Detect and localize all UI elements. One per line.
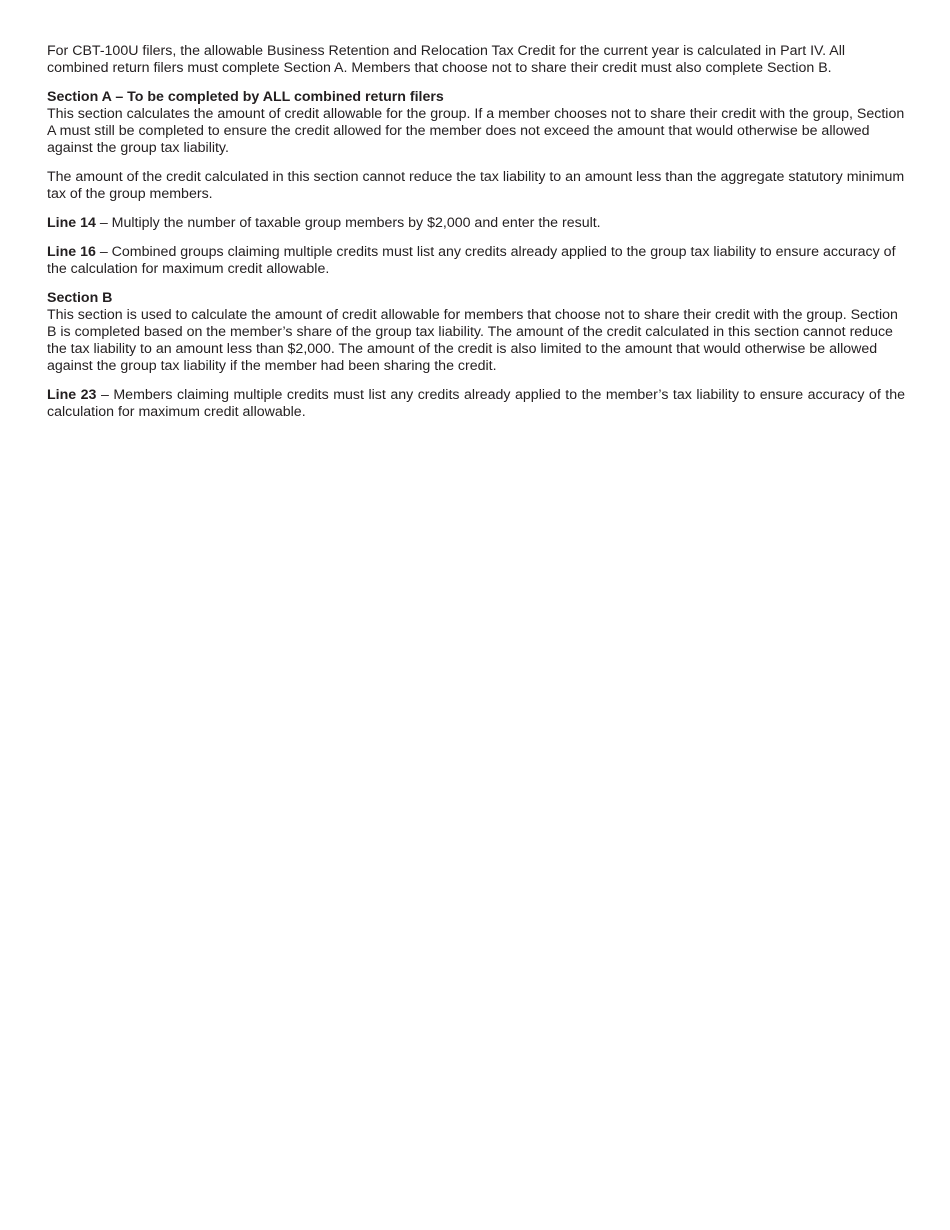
line-23-text: – Members claiming multiple credits must list any credits already applied to the member’s tax liability to ensure accuracy of the calculation for maximum credit allowable.	[47, 387, 905, 420]
line-23-instruction	[47, 387, 905, 421]
section-b-block	[47, 290, 905, 375]
section-a-paragraph-1: This section calculates the amount of credit allowable for the group. If a member chooses not to share their credit with the group, Section A must still be completed to ensure the credit allowed for the member does not exceed the amount that would otherwise be allowed against the group tax liability.	[47, 106, 905, 156]
line-23-label: Line 23	[47, 387, 97, 403]
section-a-paragraph-2: The amount of the credit calculated in this section cannot reduce the tax liability to an amount less than the aggregate statutory minimum tax of the group members.	[47, 169, 905, 202]
line-16-text: – Combined groups claiming multiple credits must list any credits already applied to the group tax liability to ensure accuracy of the calculation for maximum credit allowable.	[47, 244, 896, 277]
line-14-text: – Multiply the number of taxable group members by $2,000 and enter the result.	[95, 215, 601, 231]
intro-paragraph: For CBT-100U filers, the allowable Business Retention and Relocation Tax Credit for the current year is calculated in Part IV. All combined return filers must complete Section A. Members that choose not to share their credit must also complete Section B.	[47, 43, 846, 76]
section-b-paragraph-1: This section is used to calculate the amount of credit allowable for members that choose not to share their credit with the group. Section B is completed based on the member’s share of the group tax liability. The amount of the credit calculated in this section cannot reduce the tax liability to an amount less than $2,000. The amount of the credit is also limited to the amount that would otherwise be allowed against the group tax liability if the member had been sharing the credit.	[47, 307, 898, 374]
line-14-instruction	[47, 215, 905, 232]
section-b-heading: Section B	[47, 290, 113, 306]
line-14-label: Line 14	[47, 215, 96, 231]
line-16-instruction	[47, 244, 905, 278]
section-a-block	[47, 89, 905, 157]
line-16-label: Line 16	[47, 244, 96, 260]
section-a-heading: Section A – To be completed by ALL combined return filers	[47, 89, 444, 105]
instructions-page	[47, 43, 905, 433]
